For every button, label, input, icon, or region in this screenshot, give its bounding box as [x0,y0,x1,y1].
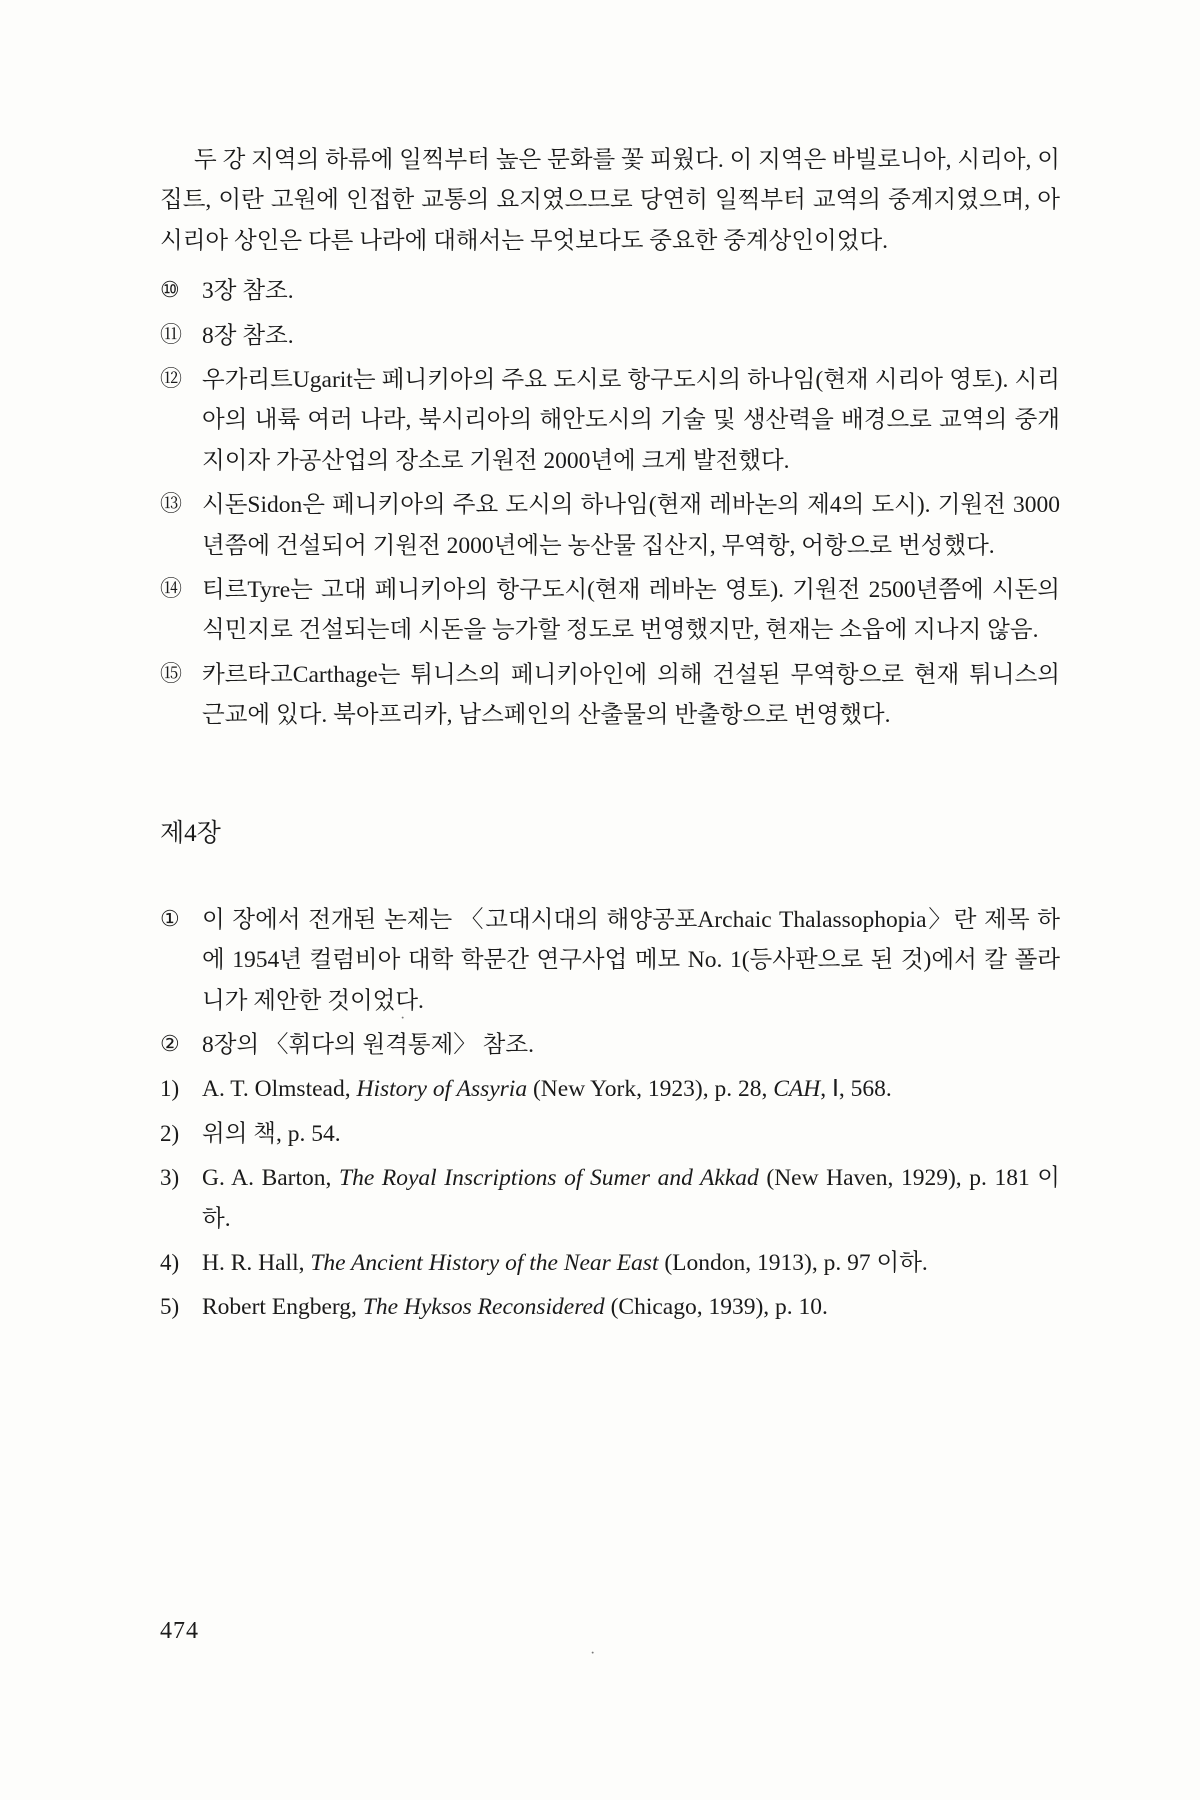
footnote-text: 우가리트Ugarit는 페니키아의 주요 도시로 항구도시의 하나임(현재 시리아 영토). 시리아의 내륙 여러 나라, 북시리아의 해안도시의 기술 및 생산력을 배경으로 교역의 중개지이자 가공산업의 장소로 기원전 2000년에 크게 발전했다. [202,367,1060,474]
footnote-marker: ⑪ [160,321,183,347]
footnote-item [160,271,1060,311]
reference-marker: 1) [160,1076,180,1102]
chapter-note-marker: ② [160,1030,180,1056]
footnote-text: 8장 참조. [202,322,294,349]
reference-item [160,1158,1060,1239]
chapter-note-marker: ① [160,905,180,931]
reference-item [160,1114,1060,1154]
footnote-item [160,570,1060,651]
footnote-marker: ⑩ [160,277,180,303]
stray-mark-icon: · [590,1645,596,1662]
reference-text: G. A. Barton, The Royal Inscriptions of Sumer and Akkad (New Haven, 1929), p. 181 이하. [202,1165,1061,1232]
chapter-note-text: 이 장에서 전개된 논제는 〈고대시대의 해양공포Archaic Thalassophopia〉란 제목 하에 1954년 컬럼비아 대학 학문간 연구사업 메모 No. 1(등사판으로 된 것)에서 칼 폴라니가 제안한 것이었다. [202,906,1060,1014]
footnote-item [160,360,1060,481]
footnote-item [160,316,1060,356]
page-content [160,140,1060,1332]
intro-paragraph: 두 강 지역의 하류에 일찍부터 높은 문화를 꽃 피웠다. 이 지역은 바빌로니아, 시리아, 이집트, 이란 고원에 인접한 교통의 요지였으므로 당연히 일찍부터 교역의 중계지였으며, 아시리아 상인은 다른 나라에 대해서는 무엇보다도 중요한 중계상인이었다. [160,147,1060,254]
heading-spacer [160,854,1060,900]
reference-text: A. T. Olmstead, History of Assyria (New York, 1923), p. 28, CAH, Ⅰ, 568. [202,1076,892,1103]
reference-item [160,1287,1060,1327]
chapter-heading: 제4장 [160,819,221,847]
reference-text: H. R. Hall, The Ancient History of the Near East (London, 1913), p. 97 이하. [202,1249,928,1276]
footnote-item [160,485,1060,566]
chapter-note-text: 8장의 〈휘다의 원격통제〉 참조. [202,1031,534,1058]
footnote-text: 3장 참조. [202,278,294,305]
footnote-marker: ⑫ [160,366,183,392]
footnote-item [160,655,1060,736]
footnote-marker: ⑮ [160,660,183,686]
reference-item [160,1243,1060,1283]
chapter-note-item [160,900,1060,1021]
reference-item [160,1069,1060,1109]
reference-marker: 3) [160,1165,180,1191]
reference-text: Robert Engberg, The Hyksos Reconsidered (Chicago, 1939), p. 10. [202,1294,828,1321]
footnote-text: 티르Tyre는 고대 페니키아의 항구도시(현재 레바논 영토). 기원전 2500년쯤에 시돈의 식민지로 건설되는데 시돈을 능가할 정도로 번영했지만, 현재는 소읍에 지나지 않음. [202,577,1060,644]
footnote-text: 카르타고Carthage는 튀니스의 페니키아인에 의해 건설된 무역항으로 현재 튀니스의 근교에 있다. 북아프리카, 남스페인의 산출물의 반출항으로 번영했다. [202,661,1060,729]
reference-text: 위의 책, p. 54. [202,1120,341,1147]
reference-marker: 2) [160,1120,180,1146]
page-number: 474 [160,1618,199,1644]
footnote-marker: ⑬ [160,491,183,517]
reference-marker: 5) [160,1294,180,1320]
footnote-text: 시돈Sidon은 페니키아의 주요 도시의 하나임(현재 레바논의 제4의 도시). 기원전 3000년쯤에 건설되어 기원전 2000년에는 농산물 집산지, 무역항, 어항으로 번성했다. [202,492,1060,559]
reference-marker: 4) [160,1249,180,1275]
chapter-note-item [160,1025,1060,1065]
footnote-marker: ⑭ [160,576,183,602]
stray-mark-icon: · [400,1010,406,1027]
section-spacer [160,740,1060,814]
